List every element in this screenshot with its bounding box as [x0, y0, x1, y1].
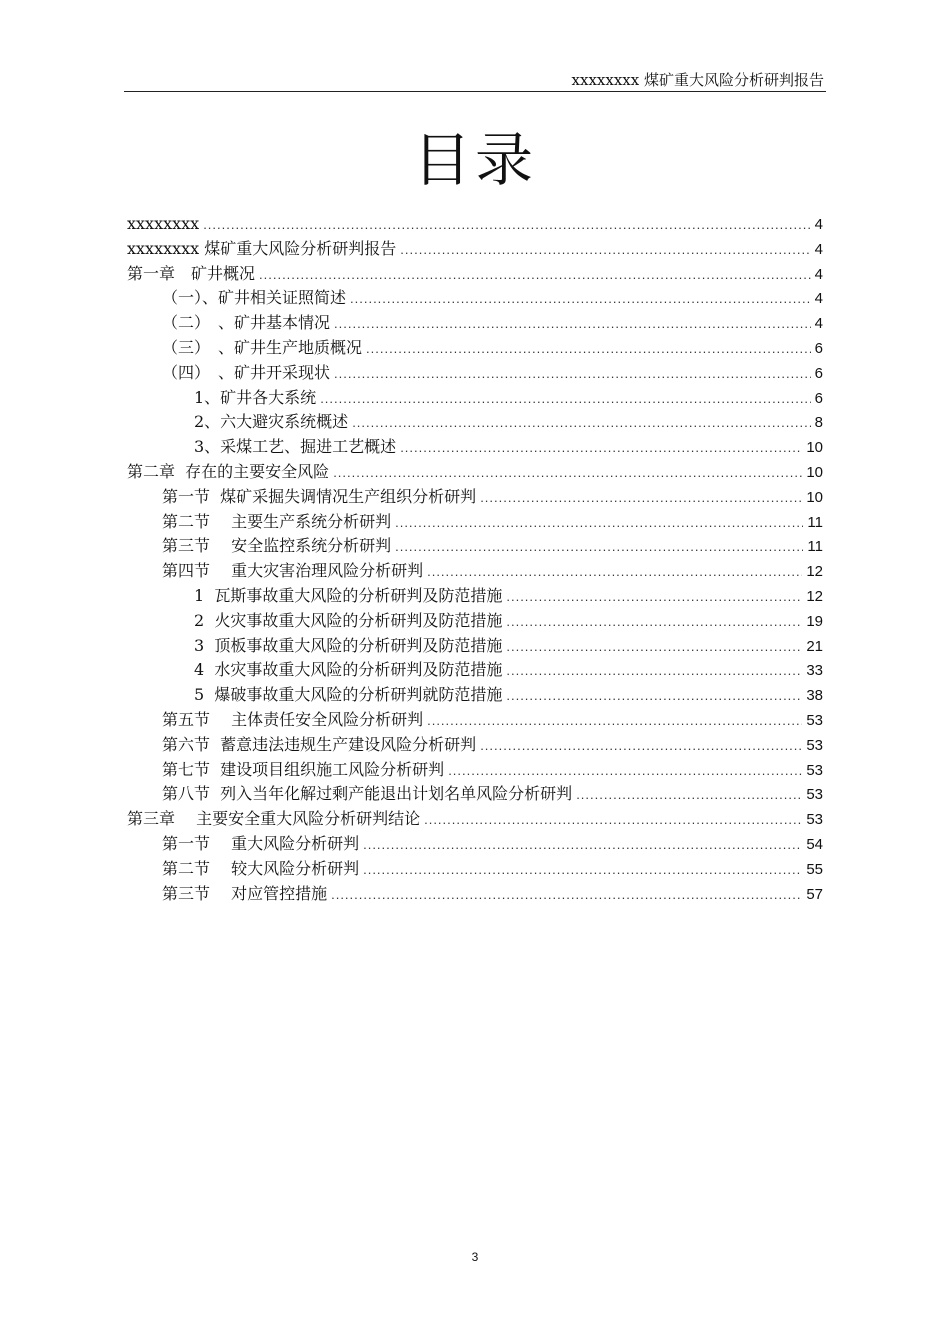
toc-entry[interactable]: [127, 782, 823, 807]
table-of-contents: [127, 212, 823, 906]
page-title: 目录: [412, 125, 537, 194]
toc-dot-leader: [352, 411, 810, 436]
toc-entry-page: 4: [814, 265, 823, 283]
toc-entry[interactable]: [127, 733, 823, 758]
toc-entry-label: 4 水灾事故重大风险的分析研判及防范措施: [194, 660, 503, 680]
toc-entry-label: 第六节 蓄意违法违规生产建设风险分析研判: [162, 734, 477, 754]
toc-entry-page: 10: [806, 439, 823, 457]
toc-entry[interactable]: [127, 882, 823, 907]
toc-dot-leader: [400, 238, 810, 263]
toc-entry-label: 第七节 建设项目组织施工风险分析研判: [162, 759, 445, 779]
running-header: xxxxxxxx 煤矿重大风险分析研判报告: [571, 71, 824, 89]
toc-entry-page: 6: [814, 339, 823, 357]
toc-entry[interactable]: [127, 386, 823, 411]
toc-dot-leader: [480, 486, 802, 511]
toc-entry[interactable]: [127, 311, 823, 336]
toc-dot-leader: [576, 783, 802, 808]
toc-entry-page: 55: [806, 860, 823, 878]
toc-entry-page: 53: [806, 761, 823, 779]
toc-entry-page: 6: [814, 364, 823, 382]
toc-entry[interactable]: [127, 286, 823, 311]
toc-entry-label: 第三章 主要安全重大风险分析研判结论: [127, 809, 421, 829]
toc-entry-page: 4: [814, 216, 823, 233]
toc-entry-page: 10: [806, 463, 823, 481]
toc-dot-leader: [333, 461, 802, 486]
toc-entry-label: 第四节 重大灾害治理风险分析研判: [162, 561, 424, 581]
toc-entry-label: 第五节 主体责任安全风险分析研判: [162, 709, 424, 729]
toc-entry-label: 第一章 矿井概况: [127, 263, 256, 283]
toc-entry-label: 第三节 安全监控系统分析研判: [162, 536, 392, 556]
toc-entry-page: 12: [806, 563, 823, 581]
toc-dot-leader: [395, 511, 803, 536]
toc-entry-page: 53: [806, 711, 823, 729]
toc-entry-page: 4: [814, 290, 823, 308]
toc-dot-leader: [506, 585, 802, 610]
toc-entry-page: 38: [806, 687, 823, 705]
toc-entry-label: 3、采煤工艺、掘进工艺概述: [194, 437, 397, 457]
toc-entry-page: 10: [806, 488, 823, 506]
toc-entry-label: 1 瓦斯事故重大风险的分析研判及防范措施: [194, 585, 503, 605]
toc-entry-label: xxxxxxxx 煤矿重大风险分析研判报告: [127, 238, 397, 258]
header-divider: [124, 91, 826, 92]
toc-entry-label: 第三节 对应管控措施: [162, 883, 328, 903]
toc-dot-leader: [427, 709, 802, 734]
toc-entry-page: 4: [814, 315, 823, 333]
toc-entry[interactable]: [127, 658, 823, 683]
toc-entry-label: 第二节 主要生产系统分析研判: [162, 511, 392, 531]
toc-entry-label: 第八节 列入当年化解过剩产能退出计划名单风险分析研判: [162, 784, 573, 804]
toc-entry[interactable]: [127, 857, 823, 882]
toc-entry[interactable]: [127, 609, 823, 634]
toc-entry-label: （四） 、矿井开采现状: [162, 362, 331, 382]
toc-entry-page: 57: [806, 885, 823, 903]
toc-dot-leader: [334, 312, 811, 337]
toc-entry-page: 11: [807, 513, 823, 531]
toc-dot-leader: [334, 362, 811, 387]
toc-entry[interactable]: [127, 336, 823, 361]
toc-entry-label: 3 顶板事故重大风险的分析研判及防范措施: [194, 635, 503, 655]
toc-entry-label: 2、六大避灾系统概述: [194, 412, 349, 432]
toc-entry-page: 6: [814, 389, 823, 407]
toc-dot-leader: [366, 337, 811, 362]
toc-entry[interactable]: [127, 534, 823, 559]
toc-entry[interactable]: [127, 708, 823, 733]
toc-entry-label: （二） 、矿井基本情况: [162, 313, 331, 333]
toc-entry-label: 第一节 煤矿采掘失调情况生产组织分析研判: [162, 486, 477, 506]
toc-dot-leader: [259, 263, 811, 288]
toc-entry-page: 11: [807, 538, 823, 556]
toc-entry[interactable]: [127, 832, 823, 857]
toc-entry[interactable]: [127, 807, 823, 832]
toc-entry-label: 5 爆破事故重大风险的分析研判就防范措施: [194, 685, 503, 705]
toc-dot-leader: [448, 759, 802, 784]
toc-entry[interactable]: [127, 262, 823, 287]
toc-entry-label: 2 火灾事故重大风险的分析研判及防范措施: [194, 610, 503, 630]
toc-entry[interactable]: [127, 212, 823, 237]
toc-entry-page: 53: [806, 811, 823, 829]
toc-dot-leader: [203, 213, 810, 238]
toc-entry[interactable]: [127, 460, 823, 485]
toc-entry[interactable]: [127, 435, 823, 460]
toc-entry[interactable]: [127, 410, 823, 435]
toc-entry-label: （三） 、矿井生产地质概况: [162, 337, 363, 357]
toc-entry[interactable]: [127, 361, 823, 386]
toc-dot-leader: [363, 858, 802, 883]
toc-dot-leader: [395, 535, 803, 560]
toc-entry-page: 4: [814, 240, 823, 258]
toc-dot-leader: [400, 436, 802, 461]
toc-entry-label: xxxxxxxx: [127, 214, 200, 233]
toc-dot-leader: [480, 734, 802, 759]
toc-dot-leader: [506, 610, 802, 635]
toc-entry-page: 53: [806, 736, 823, 754]
toc-entry-page: 12: [806, 587, 823, 605]
toc-dot-leader: [427, 560, 802, 585]
toc-dot-leader: [424, 808, 802, 833]
toc-entry[interactable]: [127, 237, 823, 262]
toc-dot-leader: [363, 833, 802, 858]
toc-entry[interactable]: [127, 584, 823, 609]
toc-entry-label: 第二章 存在的主要安全风险: [127, 461, 330, 481]
toc-entry-page: 33: [806, 662, 823, 680]
toc-entry-page: 54: [806, 835, 823, 853]
page-number: 3: [471, 1250, 479, 1264]
toc-entry-page: 8: [814, 414, 823, 432]
toc-entry[interactable]: [127, 485, 823, 510]
toc-dot-leader: [506, 659, 802, 684]
toc-dot-leader: [506, 635, 802, 660]
toc-entry-label: 第一节 重大风险分析研判: [162, 833, 360, 853]
toc-entry[interactable]: [127, 510, 823, 535]
toc-entry-page: 53: [806, 786, 823, 804]
toc-dot-leader: [350, 287, 811, 312]
toc-entry-label: （一）、矿井相关证照简述: [162, 288, 347, 308]
toc-entry-page: 21: [806, 637, 823, 655]
toc-entry[interactable]: [127, 634, 823, 659]
toc-entry-label: 1、矿井各大系统: [194, 387, 317, 407]
toc-dot-leader: [331, 883, 802, 908]
toc-entry[interactable]: [127, 559, 823, 584]
toc-entry-label: 第二节 较大风险分析研判: [162, 858, 360, 878]
toc-dot-leader: [320, 387, 810, 412]
toc-entry[interactable]: [127, 683, 823, 708]
toc-dot-leader: [506, 684, 802, 709]
toc-entry[interactable]: [127, 758, 823, 783]
toc-entry-page: 19: [806, 612, 823, 630]
